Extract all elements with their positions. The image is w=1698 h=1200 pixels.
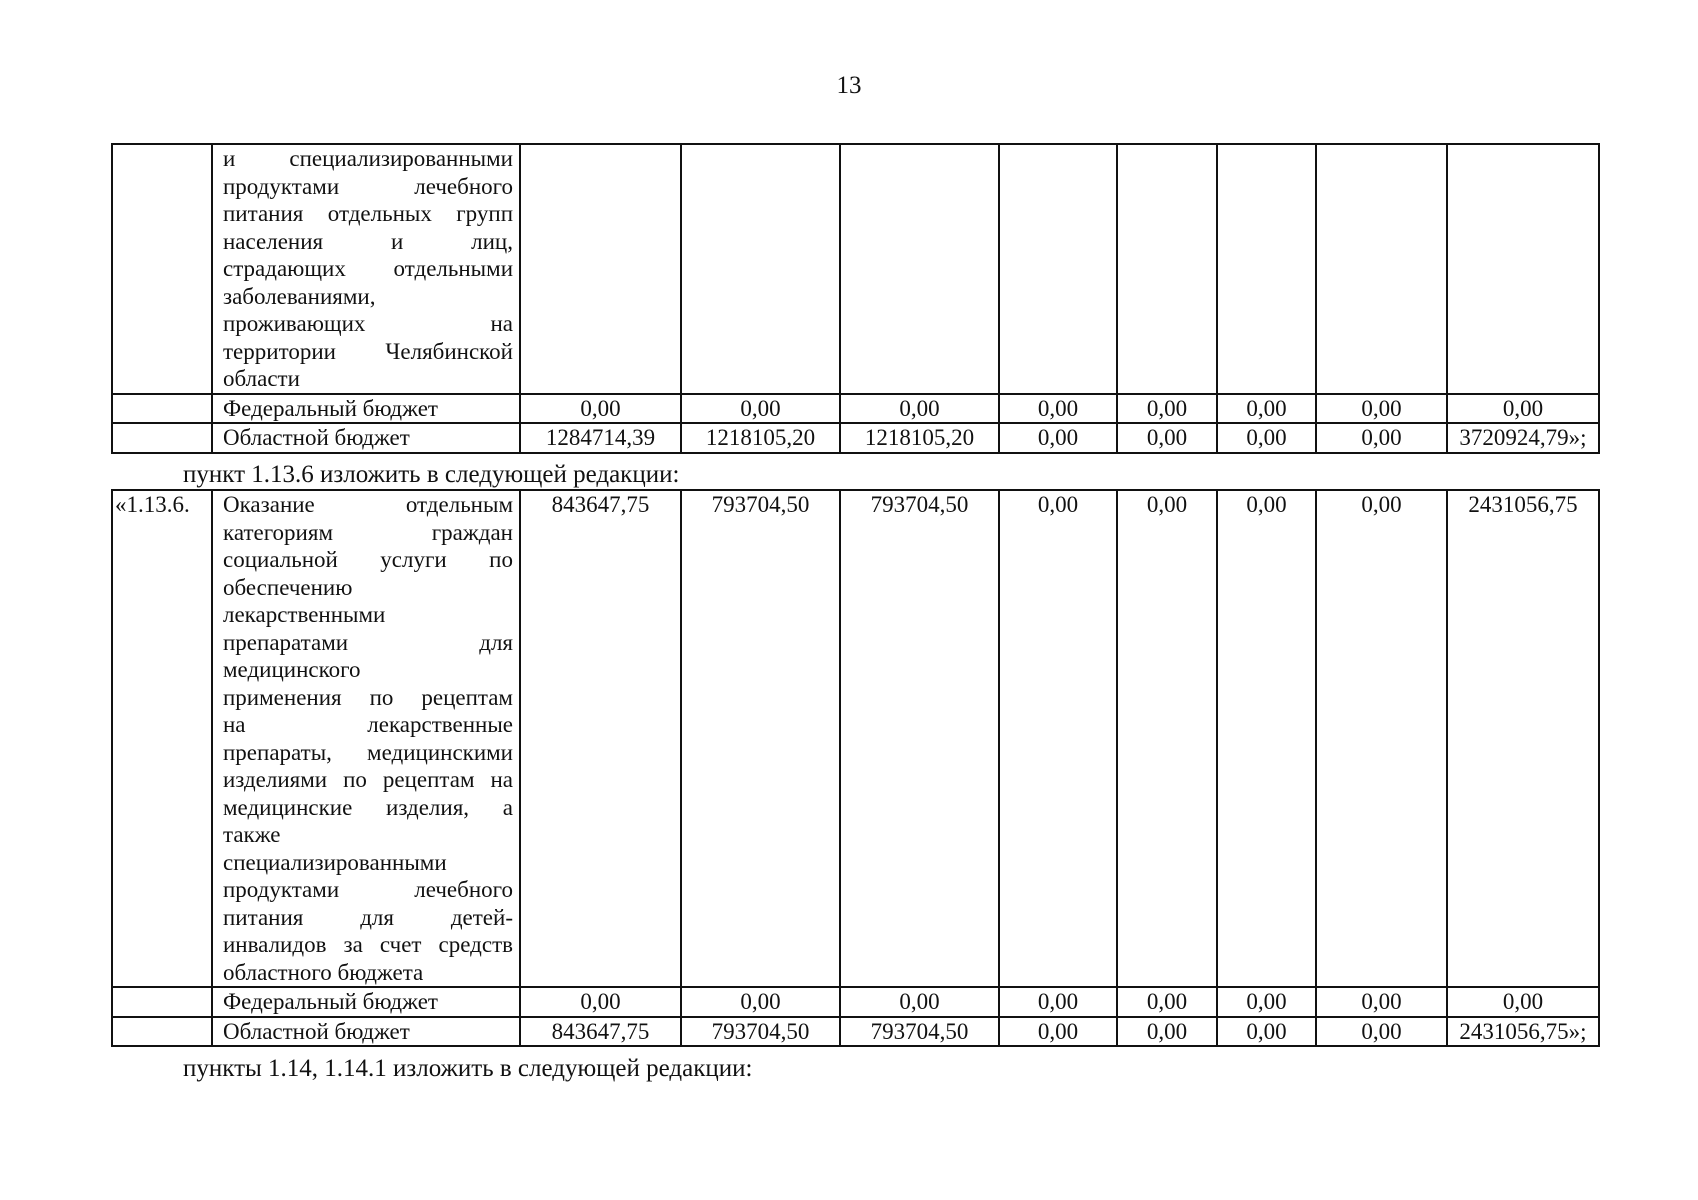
page-number: 13: [836, 72, 862, 99]
description-line: применения по рецептам: [223, 684, 513, 710]
value-cell: 0,00: [1217, 987, 1316, 1017]
description-line: проживающих на: [223, 311, 513, 336]
description-line: продуктами лечебного: [223, 173, 513, 199]
description-line: территории Челябинской: [223, 338, 513, 364]
value-cell: [1447, 144, 1599, 394]
value-cell: 793704,50: [681, 1017, 840, 1047]
value-cell: 0,00: [999, 490, 1117, 987]
value-cell: 0,00: [1217, 394, 1316, 424]
code-cell: [112, 144, 212, 394]
description-line: продуктами лечебного: [223, 877, 513, 902]
description-cell: [212, 490, 520, 987]
value-cell: 0,00: [681, 394, 840, 424]
value-cell: [1217, 144, 1316, 394]
value-cell: [681, 144, 840, 394]
value-cell: 0,00: [1117, 490, 1217, 987]
table-row-federal: [112, 987, 1599, 1017]
value-cell: 0,00: [1117, 987, 1217, 1017]
amendment-paragraph: пункты 1.14, 1.14.1 изложить в следующей редакции:: [183, 1055, 753, 1082]
budget-table-1-13-6: [111, 489, 1600, 1047]
value-cell: 0,00: [1447, 987, 1599, 1017]
description-line: лекарственными: [223, 602, 386, 627]
description-line: социальной услуги по: [223, 547, 513, 572]
budget-table-continued: [111, 143, 1600, 454]
description-line: населения и лиц,: [223, 228, 513, 254]
value-cell: 0,00: [999, 394, 1117, 424]
description-line: питания для детей-: [223, 904, 513, 930]
value-cell: 0,00: [1316, 987, 1447, 1017]
value-cell: 793704,50: [840, 1017, 999, 1047]
code-cell: [112, 394, 212, 424]
table-row-federal: [112, 394, 1599, 424]
amendment-paragraph: пункт 1.13.6 изложить в следующей редакции:: [183, 461, 680, 488]
value-cell: 0,00: [1316, 394, 1447, 424]
regional-budget-label: Областной бюджет: [212, 1017, 520, 1047]
value-cell: 0,00: [999, 1017, 1117, 1047]
value-cell: 843647,75: [520, 1017, 681, 1047]
description-line: и специализированными: [223, 146, 513, 171]
value-cell: 0,00: [1117, 423, 1217, 453]
description-line: медицинские изделия, а: [223, 794, 513, 820]
description-line: препараты, медицинскими: [223, 739, 513, 765]
value-cell: 0,00: [840, 394, 999, 424]
value-cell: 0,00: [520, 987, 681, 1017]
description-line: областного бюджета: [223, 959, 424, 985]
code-cell: «1.13.6.: [112, 490, 212, 987]
description-line: обеспечению: [223, 574, 353, 600]
value-cell: 793704,50: [840, 490, 999, 987]
table-row-description: [112, 144, 1599, 394]
value-cell: 0,00: [840, 987, 999, 1017]
value-cell: 2431056,75»;: [1447, 1017, 1599, 1047]
value-cell: 3720924,79»;: [1447, 423, 1599, 453]
value-cell: [999, 144, 1117, 394]
value-cell: 0,00: [1316, 490, 1447, 987]
value-cell: 2431056,75: [1447, 490, 1599, 987]
value-cell: 0,00: [999, 423, 1117, 453]
value-cell: [1316, 144, 1447, 394]
value-cell: 0,00: [999, 987, 1117, 1017]
value-cell: 1284714,39: [520, 423, 681, 453]
description-line: категориям граждан: [223, 519, 513, 545]
value-cell: 0,00: [1316, 423, 1447, 453]
value-cell: 0,00: [1117, 1017, 1217, 1047]
table-row-regional: [112, 1017, 1599, 1047]
value-cell: 843647,75: [520, 490, 681, 987]
value-cell: 1218105,20: [840, 423, 999, 453]
value-cell: [1117, 144, 1217, 394]
value-cell: 0,00: [681, 987, 840, 1017]
value-cell: 0,00: [1117, 394, 1217, 424]
federal-budget-label: Федеральный бюджет: [212, 987, 520, 1017]
value-cell: 0,00: [520, 394, 681, 424]
table-row-description: [112, 490, 1599, 987]
description-line: инвалидов за счет средств: [223, 932, 513, 957]
value-cell: 0,00: [1217, 490, 1316, 987]
description-line: медицинского: [223, 657, 361, 682]
federal-budget-label: Федеральный бюджет: [212, 394, 520, 424]
description-line: Оказание отдельным: [223, 492, 513, 517]
value-cell: [840, 144, 999, 394]
value-cell: 0,00: [1217, 1017, 1316, 1047]
code-cell: [112, 987, 212, 1017]
description-line: питания отдельных групп: [223, 201, 513, 226]
code-cell: [112, 423, 212, 453]
value-cell: [520, 144, 681, 394]
value-cell: 0,00: [1217, 423, 1316, 453]
description-line: на лекарственные: [223, 712, 513, 737]
description-line: специализированными: [223, 849, 447, 875]
description-line: препаратами для: [223, 629, 513, 655]
description-line: страдающих отдельными: [223, 256, 513, 281]
description-cell: [212, 144, 520, 394]
description-line: изделиями по рецептам на: [223, 767, 513, 792]
value-cell: 793704,50: [681, 490, 840, 987]
regional-budget-label: Областной бюджет: [212, 423, 520, 453]
value-cell: 0,00: [1447, 394, 1599, 424]
description-line: также: [223, 822, 281, 847]
value-cell: 1218105,20: [681, 423, 840, 453]
code-cell: [112, 1017, 212, 1047]
table-row-regional: [112, 423, 1599, 453]
description-line: заболеваниями,: [223, 283, 376, 309]
description-line: области: [223, 366, 300, 391]
value-cell: 0,00: [1316, 1017, 1447, 1047]
